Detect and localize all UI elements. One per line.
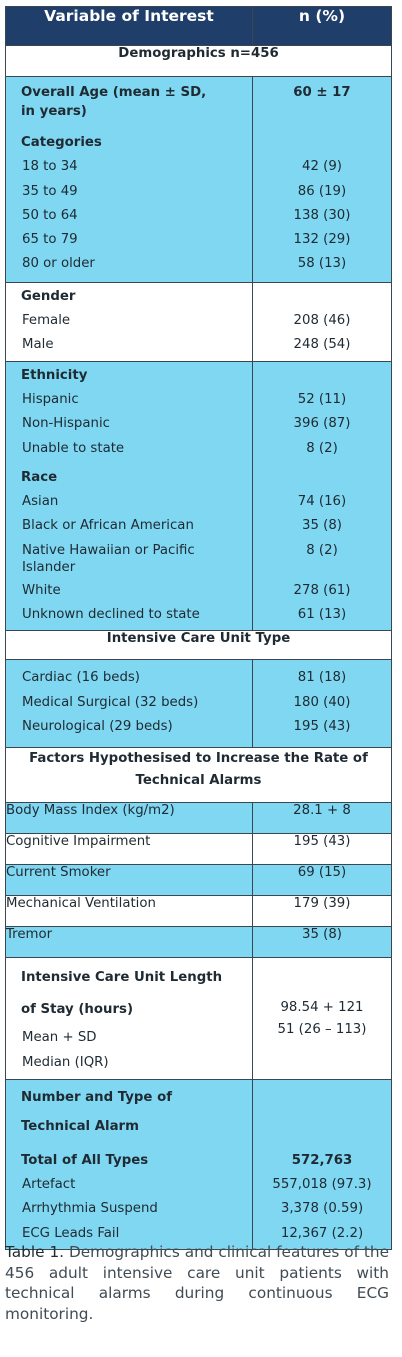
los-value: 51 (26 – 113) [277,1021,367,1037]
factor-label: Mechanical Ventilation [6,896,253,927]
table-row-length-of-stay [6,958,392,1080]
icu-type-value: 180 (40) [293,694,351,710]
race-value: 8 (2) [306,542,338,558]
table-header-row [6,7,392,46]
ethnicity-value: 396 (87) [293,416,351,432]
alarms-title-line2: Technical Alarm [21,1118,139,1134]
race-value: 278 (61) [293,582,351,598]
ethnicity-value: 8 (2) [306,440,338,456]
age-categories-labels [6,77,253,283]
gender-title: Gender [21,288,76,304]
table-row-alarms [6,1079,392,1249]
los-labels [6,958,253,1080]
section-factors-row [6,748,392,803]
race-value: 74 (16) [297,494,347,510]
alarm-value: 12,367 (2.2) [280,1225,364,1241]
section-icu-type-row [6,631,392,660]
age-label-line1: Overall Age (mean ± SD, [21,85,207,100]
los-label: Median (IQR) [22,1054,109,1070]
ethnicity-race-labels [6,361,253,631]
category-value: 58 (13) [297,256,347,272]
alarms-title-line1: Number and Type of [21,1089,173,1105]
alarms-total-value: 572,763 [291,1152,353,1168]
table-row [6,865,392,896]
icu-type-values [253,660,392,748]
factor-label: Body Mass Index (kg/m2) [6,803,253,834]
factor-value: 28.1 + 8 [253,803,392,834]
race-title: Race [21,469,58,485]
race-label: Native Hawaiian or Pacific [22,542,195,558]
gender-label: Female [22,313,71,329]
caption-label: Table 1. [5,1243,65,1261]
factor-label: Cognitive Impairment [6,834,253,865]
factors-title-line1: Factors Hypothesised to Increase the Rate of [29,751,368,767]
table-row [6,803,392,834]
icu-type-label: Medical Surgical (32 beds) [22,694,199,710]
category-label: 35 to 49 [22,183,78,199]
table-row [6,834,392,865]
race-label-multiline [6,539,252,579]
icu-type-value: 81 (18) [297,670,347,686]
category-value: 132 (29) [293,232,351,248]
alarm-value: 3,378 (0.59) [280,1201,364,1217]
category-label: 80 or older [22,256,95,272]
ethnicity-label: Unable to state [22,440,125,456]
gender-value: 208 (46) [293,313,351,329]
race-value: 61 (13) [297,607,347,623]
factor-value: 69 (15) [253,865,392,896]
los-values [253,958,392,1080]
race-label: Black or African American [22,518,194,534]
ethnicity-label: Non-Hispanic [22,416,110,432]
category-value: 86 (19) [297,183,347,199]
header-variable: Variable of Interest [6,7,253,46]
table-row [6,896,392,927]
alarm-values [253,1079,392,1249]
los-label: Mean + SD [22,1030,97,1046]
category-label: 18 to 34 [22,159,78,175]
ethnicity-title: Ethnicity [21,367,88,383]
alarm-label: ECG Leads Fail [22,1225,120,1241]
section-demographics-row [6,46,392,77]
table-row-icu-types [6,660,392,748]
alarm-label: Artefact [22,1177,76,1193]
gender-value: 248 (54) [293,337,351,353]
table-caption [5,1242,389,1324]
category-value: 42 (9) [302,159,342,175]
alarm-value: 557,018 (97.3) [272,1177,372,1193]
alarm-labels [6,1079,253,1249]
table-row [6,927,392,958]
race-label: Asian [22,494,59,510]
gender-label: Male [22,337,54,353]
age-label-line2: in years) [21,104,87,119]
age-categories-values [253,77,392,283]
icu-type-label: Neurological (29 beds) [22,718,173,734]
factor-label: Tremor [6,927,253,958]
factor-value: 179 (39) [253,896,392,927]
icu-type-value: 195 (43) [293,718,351,734]
section-demographics-title: Demographics n=456 [6,46,392,77]
categories-title: Categories [21,135,102,150]
ethnicity-race-values [253,361,392,631]
factor-value: 195 (43) [253,834,392,865]
table-row-gender [6,282,392,361]
los-title-line2: of Stay (hours) [21,1002,134,1018]
header-n-percent: n (%) [253,7,392,46]
demographics-table [5,6,392,1250]
factor-value: 35 (8) [253,927,392,958]
caption-text: Demographics and clinical features of the 456 adult intensive care unit patients with technical alarms during continuous ECG monitoring. [5,1243,389,1323]
gender-labels [6,282,253,361]
section-factors-title [6,748,392,803]
age-value: 60 ± 17 [293,85,351,100]
factors-title-line2: Technical Alarms [135,773,262,789]
race-value: 35 (8) [302,518,342,534]
race-label: White [22,582,61,598]
race-label: Unknown declined to state [22,607,200,623]
gender-values [253,282,392,361]
los-value: 98.54 + 121 [280,999,364,1015]
category-label: 50 to 64 [22,207,78,223]
los-title-line1: Intensive Care Unit Length [21,970,223,986]
table-row-ethnicity-race [6,361,392,631]
alarms-total-label: Total of All Types [21,1152,149,1168]
factor-label: Current Smoker [6,865,253,896]
alarm-label: Arrhythmia Suspend [22,1201,158,1217]
category-label: 65 to 79 [22,232,78,248]
ethnicity-value: 52 (11) [297,391,347,407]
race-label: Islander [22,559,76,575]
table-row-age-categories [6,77,392,283]
icu-type-labels [6,660,253,748]
category-value: 138 (30) [293,207,351,223]
section-icu-type-title: Intensive Care Unit Type [6,631,392,660]
icu-type-label: Cardiac (16 beds) [22,670,140,686]
ethnicity-label: Hispanic [22,391,79,407]
